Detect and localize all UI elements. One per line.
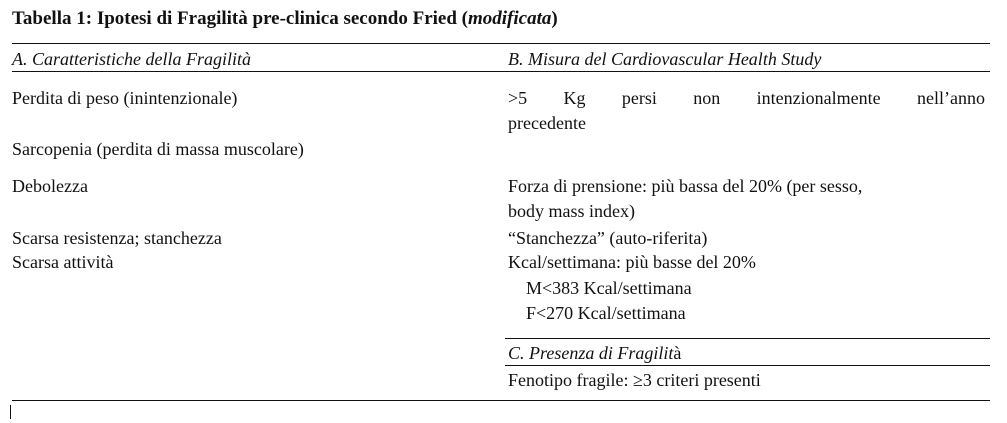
- row-peso-b-line1: [508, 87, 985, 109]
- row-debolezza-b-line2: body mass index): [508, 201, 635, 221]
- row-peso-a: Perdita di peso (inintenzionale): [12, 88, 238, 108]
- row-attivita-b-line3: F<270 Kcal/settimana: [526, 303, 686, 323]
- row-stanchezza-b: “Stanchezza” (auto-riferita): [508, 228, 708, 248]
- section-c-header: C. Presenza di Fragilità: [508, 343, 682, 363]
- text-cursor: [10, 405, 11, 419]
- bottom-rule: [12, 400, 990, 401]
- table-title: Tabella 1: Ipotesi di Fragilità pre-clinica secondo Fried (modificata): [12, 8, 558, 29]
- row-attivita-b-line2: M<383 Kcal/settimana: [526, 278, 692, 298]
- word: non: [693, 88, 721, 108]
- section-c-value: Fenotipo fragile: ≥3 criteri presenti: [508, 370, 761, 390]
- word: Kg: [563, 88, 586, 108]
- header-col-a: A. Caratteristiche della Fragilità: [12, 49, 251, 69]
- row-attivita-a: Scarsa attività: [12, 252, 114, 272]
- word: nell’anno: [916, 88, 985, 108]
- row-peso-b-line2: precedente: [508, 113, 586, 133]
- row-debolezza-a: Debolezza: [12, 176, 88, 196]
- row-attivita-b-line1: Kcal/settimana: più basse del 20%: [508, 252, 756, 272]
- word: persi: [621, 88, 657, 108]
- word: intenzionalmente: [756, 88, 881, 108]
- header-col-b: B. Misura del Cardiovascular Health Study: [508, 49, 822, 69]
- row-sarcopenia-a: Sarcopenia (perdita di massa muscolare): [12, 139, 304, 159]
- section-c-top-rule: [505, 338, 990, 339]
- header-rule: [12, 71, 990, 72]
- section-c-mid-rule: [505, 365, 990, 366]
- row-debolezza-b-line1: Forza di prensione: più bassa del 20% (per sesso,: [508, 176, 863, 196]
- row-stanchezza-a: Scarsa resistenza; stanchezza: [12, 228, 222, 248]
- top-rule: [12, 43, 990, 44]
- word: >5: [508, 88, 528, 108]
